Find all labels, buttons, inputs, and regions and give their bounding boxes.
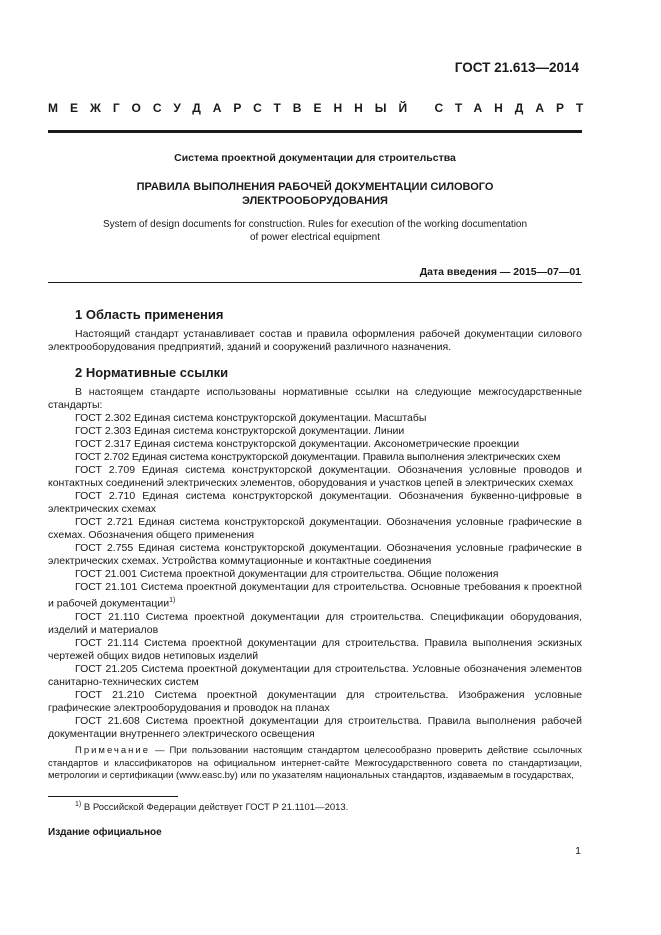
page-number: 1 <box>575 845 581 857</box>
reference-item: ГОСТ 21.608 Система проектной документации для строительства. Правила выполнения рабочей документации внутреннего электрического освещения <box>48 714 582 740</box>
reference-item: ГОСТ 2.710 Единая система конструкторской документации. Обозначения буквенно-цифровые в электрических схемах <box>48 490 582 515</box>
reference-item: ГОСТ 2.702 Единая система конструкторской документации. Правила выполнения электрических схем <box>75 451 561 463</box>
reference-item: ГОСТ 2.755 Единая система конструкторской документации. Обозначения условные графические в электрических схемах. Устройства коммутационные и контактные соединения <box>48 542 582 567</box>
footnote-mark: 1) <box>75 801 82 808</box>
english-title <box>48 218 582 244</box>
footnote <box>75 801 348 813</box>
english-title-line-2: of power electrical equipment <box>249 232 381 243</box>
reference-item: ГОСТ 2.709 Единая система конструкторской документации. Обозначения условные проводов и контактных соединений электрических элементов, оборудования и участков цепей в электрических схемах <box>48 464 582 489</box>
date-rule <box>48 282 582 283</box>
system-title: Система проектной документации для строительства <box>174 152 456 164</box>
reference-item: ГОСТ 21.210 Система проектной документации для строительства. Изображения условные графические электрооборудования и проводок на планах <box>48 688 582 714</box>
introduction-date: Дата введения — 2015—07—01 <box>419 266 581 278</box>
section-2-body <box>48 386 582 741</box>
footnote-mark: 1) <box>169 597 176 604</box>
reference-item: ГОСТ 2.303 Единая система конструкторской документации. Линии <box>75 425 405 437</box>
interstate-standard-label: МЕЖГОСУДАРСТВЕННЫЙ СТАНДАРТ <box>48 101 596 115</box>
english-title-line-1: System of design documents for construction. Rules for execution of the working documentation <box>102 219 528 230</box>
reference-item: ГОСТ 2.302 Единая система конструкторской документации. Масштабы <box>75 412 427 424</box>
standard-code: ГОСТ 21.613—2014 <box>454 60 579 75</box>
section-2-intro: В настоящем стандарте использованы нормативные ссылки на следующие межгосударственные стандарты: <box>48 386 582 411</box>
note-text: — При пользовании настоящим стандартом целесообразно проверить действие ссылочных стандартов и классификаторов на официальном интернет-сайте Межгосударственного совета по стандартизации, метрологии и сертификации (www.easc.by) или по указателям национальных стандартов, издаваемым в государствах, <box>48 745 582 781</box>
note-paragraph <box>48 745 582 783</box>
reference-item: ГОСТ 2.721 Единая система конструкторской документации. Обозначения условные графические в схемах. Обозначения общего применения <box>48 516 582 541</box>
section-1-text <box>48 328 582 354</box>
section-1-paragraph: Настоящий стандарт устанавливает состав и правила оформления рабочей документации силового электрооборудования предприятий, зданий и сооружений различного назначения. <box>48 328 582 353</box>
header-rule <box>48 130 582 133</box>
note-block <box>48 745 582 783</box>
title-line-1: ПРАВИЛА ВЫПОЛНЕНИЯ РАБОЧЕЙ ДОКУМЕНТАЦИИ СИЛОВОГО <box>136 181 494 193</box>
reference-text: ГОСТ 21.101 Система проектной документации для строительства. Основные требования к проектной и рабочей документации <box>48 581 582 610</box>
reference-item: ГОСТ 2.317 Единая система конструкторской документации. Аксонометрические проекции <box>75 438 520 450</box>
reference-item: ГОСТ 21.205 Система проектной документации для строительства. Условные обозначения элементов санитарно-технических систем <box>48 662 582 688</box>
section-2-heading: 2 Нормативные ссылки <box>75 365 229 380</box>
reference-item: ГОСТ 21.114 Система проектной документации для строительства. Правила выполнения эскизных чертежей общих видов нетиповых изделий <box>48 636 582 662</box>
footnote-rule <box>48 796 178 797</box>
reference-item: ГОСТ 21.001 Система проектной документации для строительства. Общие положения <box>75 568 499 580</box>
official-edition-label: Издание официальное <box>48 827 162 838</box>
reference-item-with-footnote <box>48 581 582 611</box>
section-1-heading: 1 Область применения <box>75 307 224 322</box>
reference-item: ГОСТ 21.110 Система проектной документации для строительства. Спецификации оборудования, изделий и материалов <box>48 610 582 636</box>
footnote-text: В Российской Федерации действует ГОСТ Р 21.1101—2013. <box>83 802 349 814</box>
note-label: Примечание <box>75 745 150 756</box>
title-line-2: ЭЛЕКТРООБОРУДОВАНИЯ <box>242 195 388 207</box>
document-title <box>48 180 582 208</box>
